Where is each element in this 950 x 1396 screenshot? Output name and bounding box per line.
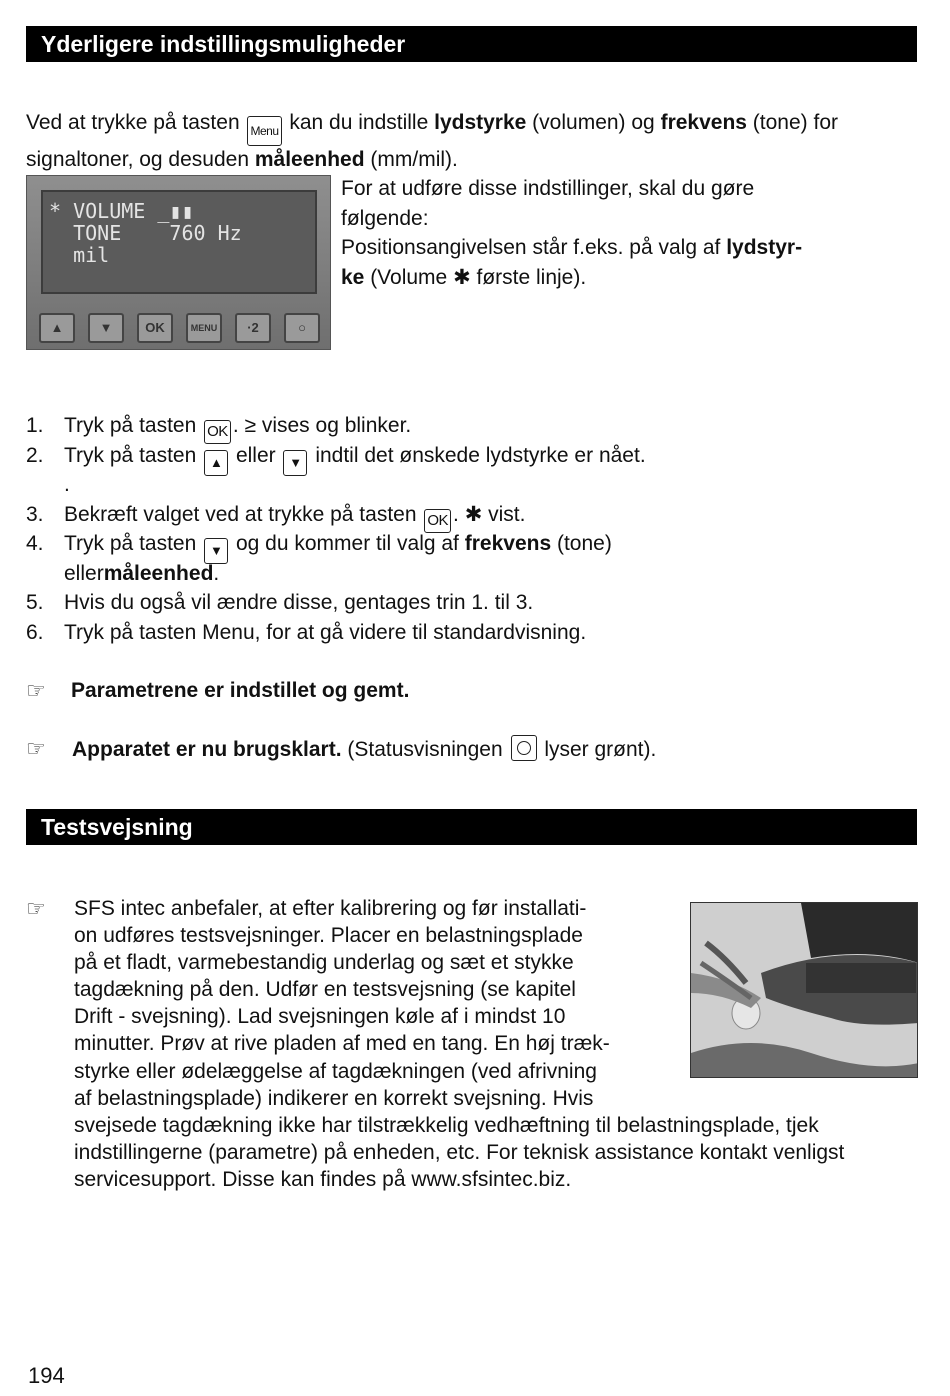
text-line: on udføres testsvejsninger. Placer en belastningsplade (74, 924, 583, 948)
intro-paragraph (26, 109, 916, 173)
down-key-icon: ▼ (204, 538, 228, 564)
side-line (341, 263, 901, 293)
intro-line-1 (26, 109, 916, 146)
note-text: lyser grønt). (538, 738, 657, 761)
step-number: 2. (26, 443, 44, 467)
intro-text: (mm/mil). (364, 148, 458, 171)
step-number: 3. (26, 502, 44, 526)
note-parameters-saved (26, 677, 409, 704)
section-title: Yderligere indstillingsmuligheder (41, 31, 406, 57)
step-text: Bekræft valget ved at trykke på tasten (64, 502, 423, 526)
step-text: Hvis du også vil ændre disse, gentages trin 1. til 3. (64, 591, 534, 614)
side-bold: ke (341, 265, 365, 289)
intro-bold: lydstyrke (434, 111, 527, 134)
pointing-hand-icon: ☞ (26, 896, 46, 921)
text-line: SFS intec anbefaler, at efter kalibrering og før installati- (74, 897, 587, 920)
step-bold: frekvens (464, 532, 552, 555)
step-number: 1. (26, 414, 44, 437)
section-header-settings (26, 26, 917, 62)
device-down-key: ▼ (88, 313, 124, 343)
step-text: eller (230, 443, 282, 467)
intro-bold: frekvens (660, 111, 747, 134)
step-6 (26, 618, 906, 648)
up-key-icon: ▲ (204, 450, 228, 476)
step-text: . (213, 561, 220, 585)
step-text: Tryk på tasten (64, 414, 203, 437)
page-number: 194 (28, 1363, 65, 1388)
lcd-screen: * VOLUME _▮▮ TONE 760 Hz mil (41, 190, 317, 294)
text-line: minutter. Prøv at rive pladen af med en tang. En høj træk- (74, 1032, 610, 1056)
step-5 (26, 588, 906, 618)
menu-key-icon: Menu (247, 116, 281, 146)
side-line: følgende: (341, 206, 429, 230)
step-number: 5. (26, 591, 44, 614)
status-indicator-icon (511, 735, 537, 761)
intro-line-2 (26, 146, 916, 173)
step-number: 4. (26, 532, 44, 555)
test-welding-text (74, 895, 934, 1193)
intro-text: Ved at trykke på tasten (26, 111, 240, 134)
side-line: For at udføre disse indstillinger, skal du gøre (341, 177, 755, 200)
note-device-ready (26, 735, 656, 763)
step-text: (tone) (551, 532, 612, 555)
step-text: og du kommer til valg af (230, 532, 465, 555)
device-up-key: ▲ (39, 313, 75, 343)
text-line: tagdækning på den. Udfør en testsvejsning (se kapitel (74, 978, 576, 1002)
side-line (341, 233, 901, 263)
steps-list (26, 411, 906, 647)
text-line: servicesupport. Disse kan findes på www.sfsintec.biz. (74, 1167, 572, 1191)
pointing-hand-icon: ☞ (26, 678, 46, 703)
text-line: af belastningsplade) indikerer en korrekt svejsning. Hvis (74, 1086, 594, 1110)
step-text: eller (64, 561, 104, 585)
down-key-icon: ▼ (283, 450, 307, 476)
intro-text: kan du indstille (283, 111, 435, 134)
step-text: indtil det ønskede lydstyrke er nået. (309, 443, 646, 467)
device-x2-key: ·2 (235, 313, 271, 343)
text-line: Drift - svejsning). Lad svejsningen køle af i mindst 10 (74, 1005, 566, 1029)
step-1 (26, 411, 906, 441)
step-bold: måleenhed (103, 561, 214, 585)
text-line: styrke eller ødelæggelse af tagdækningen (ved afrivning (74, 1059, 597, 1083)
device-menu-key: MENU (186, 313, 222, 343)
device-keypad (39, 313, 320, 343)
intro-text: signaltoner, og desuden (26, 148, 255, 171)
step-4-continued (26, 559, 906, 589)
pointing-hand-icon: ☞ (26, 736, 46, 761)
ok-key-icon: OK (204, 420, 231, 444)
side-paragraph (341, 174, 901, 292)
ok-key-icon: OK (424, 509, 451, 533)
step-4 (26, 529, 906, 559)
step-3 (26, 500, 906, 530)
step-number: 6. (26, 620, 44, 644)
text-line: indstillingerne (parametre) på enheden, etc. For teknisk assistance kontakt venligst (74, 1140, 845, 1164)
side-text: (Volume ✱ første linje). (364, 265, 587, 289)
section-header-test-welding (26, 809, 917, 845)
text-line: på et fladt, varmebestandig underlag og sæt et stykke (74, 951, 574, 975)
text-line: svejsede tagdækning ikke har tilstrækkelig vedhæftning til belastningsplade, tjek (74, 1113, 819, 1137)
step-2 (26, 441, 906, 471)
device-status-key: ○ (284, 313, 320, 343)
step-text: Tryk på tasten (64, 532, 203, 555)
side-text: Positionsangivelsen står f.eks. på valg af (341, 236, 727, 259)
intro-bold: måleenhed (254, 148, 365, 171)
note-text: Parametrene er indstillet og gemt. (71, 679, 410, 702)
intro-text: (volumen) og (526, 111, 661, 134)
step-text: . ≥ vises og blinker. (232, 414, 412, 437)
note-bold: Apparatet er nu brugsklart. (72, 738, 342, 761)
step-text: Tryk på tasten (64, 443, 203, 467)
side-bold: lydstyr- (726, 236, 803, 259)
step-text: Tryk på tasten Menu, for at gå videre til standardvisning. (64, 620, 587, 644)
intro-text: (tone) for (746, 111, 839, 134)
section-title: Testsvejsning (41, 814, 193, 840)
note-text: (Statusvisningen (341, 738, 509, 761)
device-ok-key: OK (137, 313, 173, 343)
step-text: . ✱ vist. (453, 502, 526, 526)
device-display-image (26, 175, 331, 350)
step-2-dot: . (64, 473, 70, 496)
